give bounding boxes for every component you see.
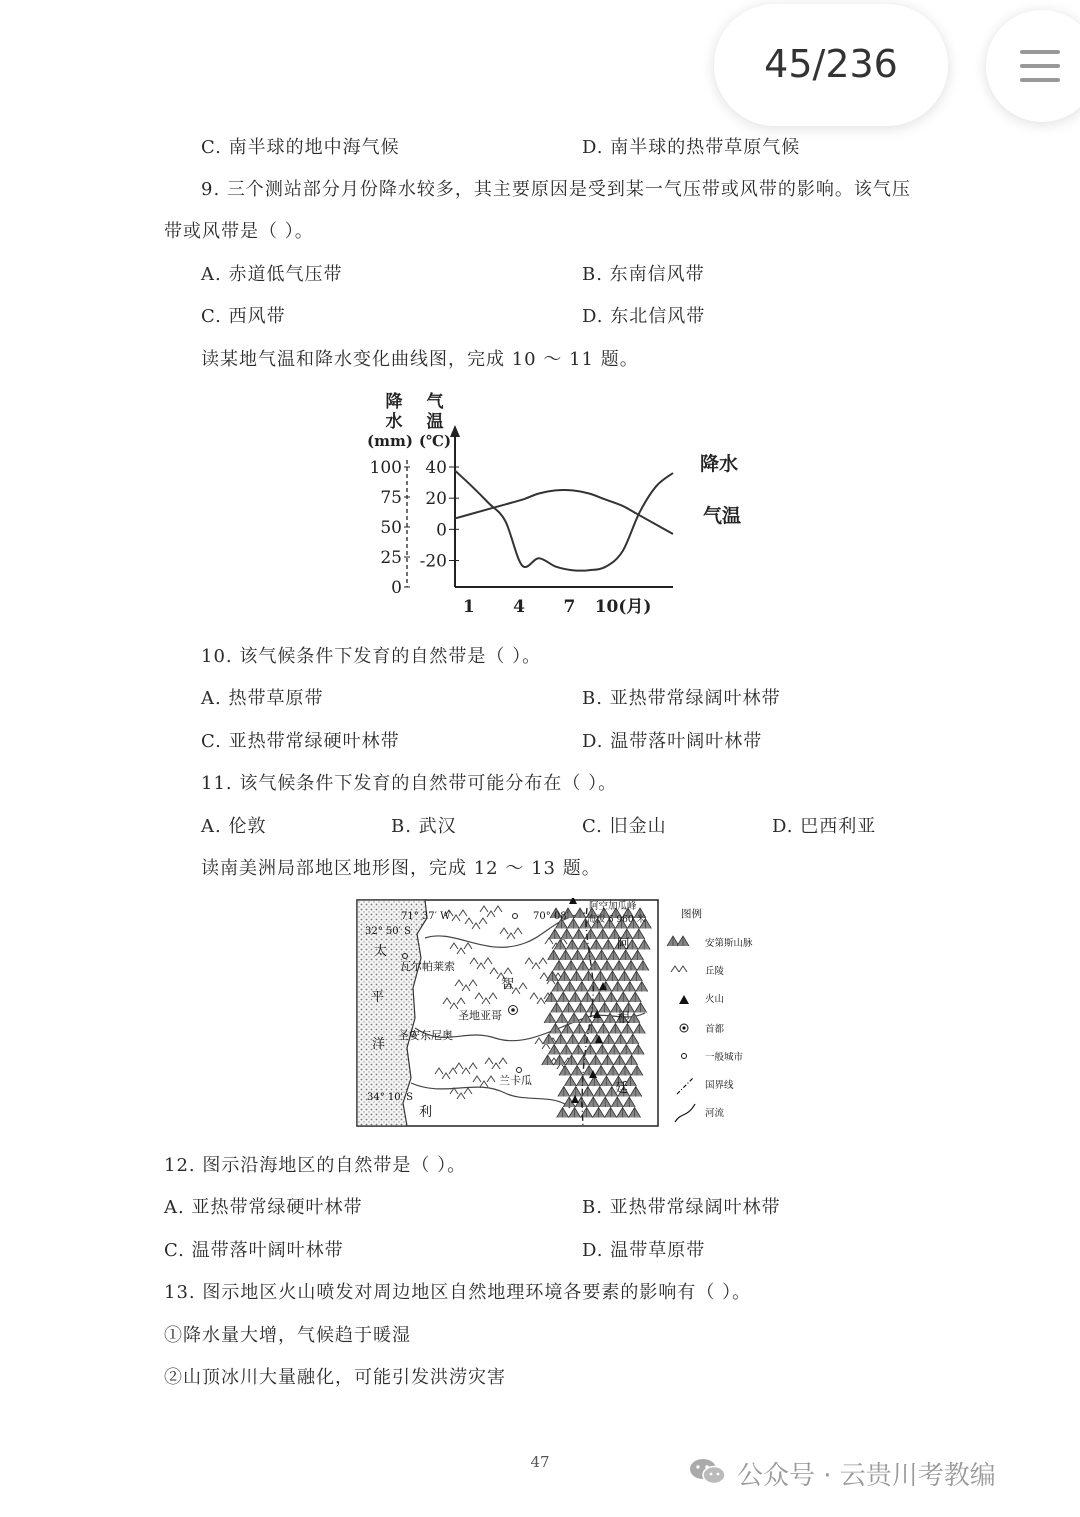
q13-item-2: ②山顶冰川大量融化，可能引发洪涝灾害 [164,1367,506,1388]
map-country-chile-2: 利 [419,1105,433,1120]
watermark-text: 公众号 · 云贵川考教编 [737,1461,996,1491]
q13-item-1: ①降水量大增，气候趋于暖湿 [164,1325,411,1346]
map-lat2: 34° 10′ S [367,1092,413,1103]
temp-tick-label: 20 [425,489,447,510]
series-label-precip: 降水 [700,453,739,475]
map-lon2: 70° 08′ [533,911,569,922]
legend-river: 河流 [705,1108,725,1119]
map-city-valparaiso: 瓦尔帕莱索 [400,960,455,973]
legend-title: 图例 [681,908,702,920]
map-ocean-2: 平 [371,990,385,1005]
q12-option-d: D. 温带草原带 [582,1240,706,1261]
precip-axis-title-1: 降 [385,392,403,412]
menu-icon-bar [1020,78,1060,82]
climate-chart [355,385,755,620]
map-ocean-1: 太 [374,944,388,959]
map-ocean-3: 洋 [372,1037,386,1052]
temp-tick-label: 40 [425,458,447,478]
x-tick-label: 1 [462,597,475,617]
x-tick-label: 4 [513,597,525,617]
temp-axis-unit: (℃) [418,432,452,450]
q11-option-b: B. 武汉 [391,816,457,837]
page-number: 47 [530,1453,550,1471]
q10-stem: 10. 该气候条件下发育的自然带是（ ）。 [201,646,542,667]
precip-tick-label: 25 [380,548,402,568]
map-city-santiago: 圣地亚哥 [458,1009,502,1022]
q12-option-b: B. 亚热带常绿阔叶林带 [582,1197,781,1218]
temp-axis-title-1: 气 [426,392,444,412]
legend-andes: 安第斯山脉 [705,938,753,949]
q9-option-d: D. 东北信风带 [582,306,706,327]
q11-option-c: C. 旧金山 [582,816,667,837]
x-tick-label: 10(月) [594,597,652,617]
q9-stem-2: 带或风带是（ ）。 [164,221,314,242]
q9-option-a: A. 赤道低气压带 [201,264,343,285]
map-country-arg-1: 阿 [617,937,631,952]
precip-axis-unit: (mm) [367,432,413,450]
q12-option-a: A. 亚热带常绿硬叶林带 [164,1197,363,1218]
precip-line [455,471,673,571]
q8-option-c: C. 南半球的地中海气候 [201,137,400,158]
temp-axis-title-2: 温 [426,412,444,432]
page-counter[interactable] [714,4,948,126]
map-lon1: 71° 37′ W [401,911,451,922]
legend-capital: 首都 [705,1024,725,1035]
map-city-san-antonio: 圣安东尼奥 [398,1029,453,1042]
x-tick-label: 7 [563,597,576,617]
menu-icon-bar [1020,64,1060,68]
map-peak-name: 阿空加瓜峰 [589,901,637,912]
q10-option-a: A. 热带草原带 [201,688,324,709]
legend-city: 一般城市 [705,1052,744,1063]
wechat-icon [688,1456,728,1488]
q9-option-b: B. 东南信风带 [582,264,705,285]
precip-tick-label: 100 [369,458,402,478]
temp-tick-label: 0 [436,520,447,541]
map-country-arg-3: 廷 [615,1081,629,1096]
q10-option-b: B. 亚热带常绿阔叶林带 [582,688,781,709]
topographic-map [355,898,765,1128]
map-country-arg-2: 根 [617,1011,631,1026]
q12-stem: 12. 图示沿海地区的自然带是（ ）。 [164,1155,467,1176]
intro-10-11: 读某地气温和降水变化曲线图，完成 10 ～ 11 题。 [201,349,639,370]
q11-option-d: D. 巴西利亚 [772,816,877,837]
menu-button[interactable] [986,10,1080,122]
q11-stem: 11. 该气候条件下发育的自然带可能分布在（ ）。 [201,773,618,794]
precip-tick-label: 75 [380,488,402,508]
series-label-temp: 气温 [703,505,742,527]
q8-option-d: D. 南半球的热带草原气候 [582,137,801,158]
q10-option-c: C. 亚热带常绿硬叶林带 [201,731,400,752]
map-city-rancagua: 兰卡瓜 [499,1074,532,1087]
page-counter-text: 45/236 [764,42,898,86]
q11-option-a: A. 伦敦 [201,816,267,837]
precip-axis-title-2: 水 [385,412,403,432]
intro-12-13: 读南美洲局部地区地形图，完成 12 ～ 13 题。 [201,858,601,879]
q12-option-c: C. 温带落叶阔叶林带 [164,1240,344,1261]
q13-stem: 13. 图示地区火山喷发对周边地区自然地理环境各要素的影响有（ ）。 [164,1282,752,1303]
q9-option-c: C. 西风带 [201,306,286,327]
legend-volcano: 火山 [705,994,725,1005]
menu-icon [1020,50,1060,54]
temp-tick-label: -20 [419,551,447,572]
q9-stem-1: 9. 三个测站部分月份降水较多，其主要原因是受到某一气压带或风带的影响。该气压 [201,179,911,200]
map-peak-elev: 海拔 6 960 米 [587,915,646,925]
q10-option-d: D. 温带落叶阔叶林带 [582,731,763,752]
legend-border: 国界线 [705,1080,734,1091]
map-country-chile-1: 智 [501,977,515,992]
precip-tick-label: 0 [391,578,402,598]
map-lat1: 32° 50′ S [365,926,411,937]
precip-tick-label: 50 [380,518,402,538]
legend-hills: 丘陵 [705,966,725,977]
